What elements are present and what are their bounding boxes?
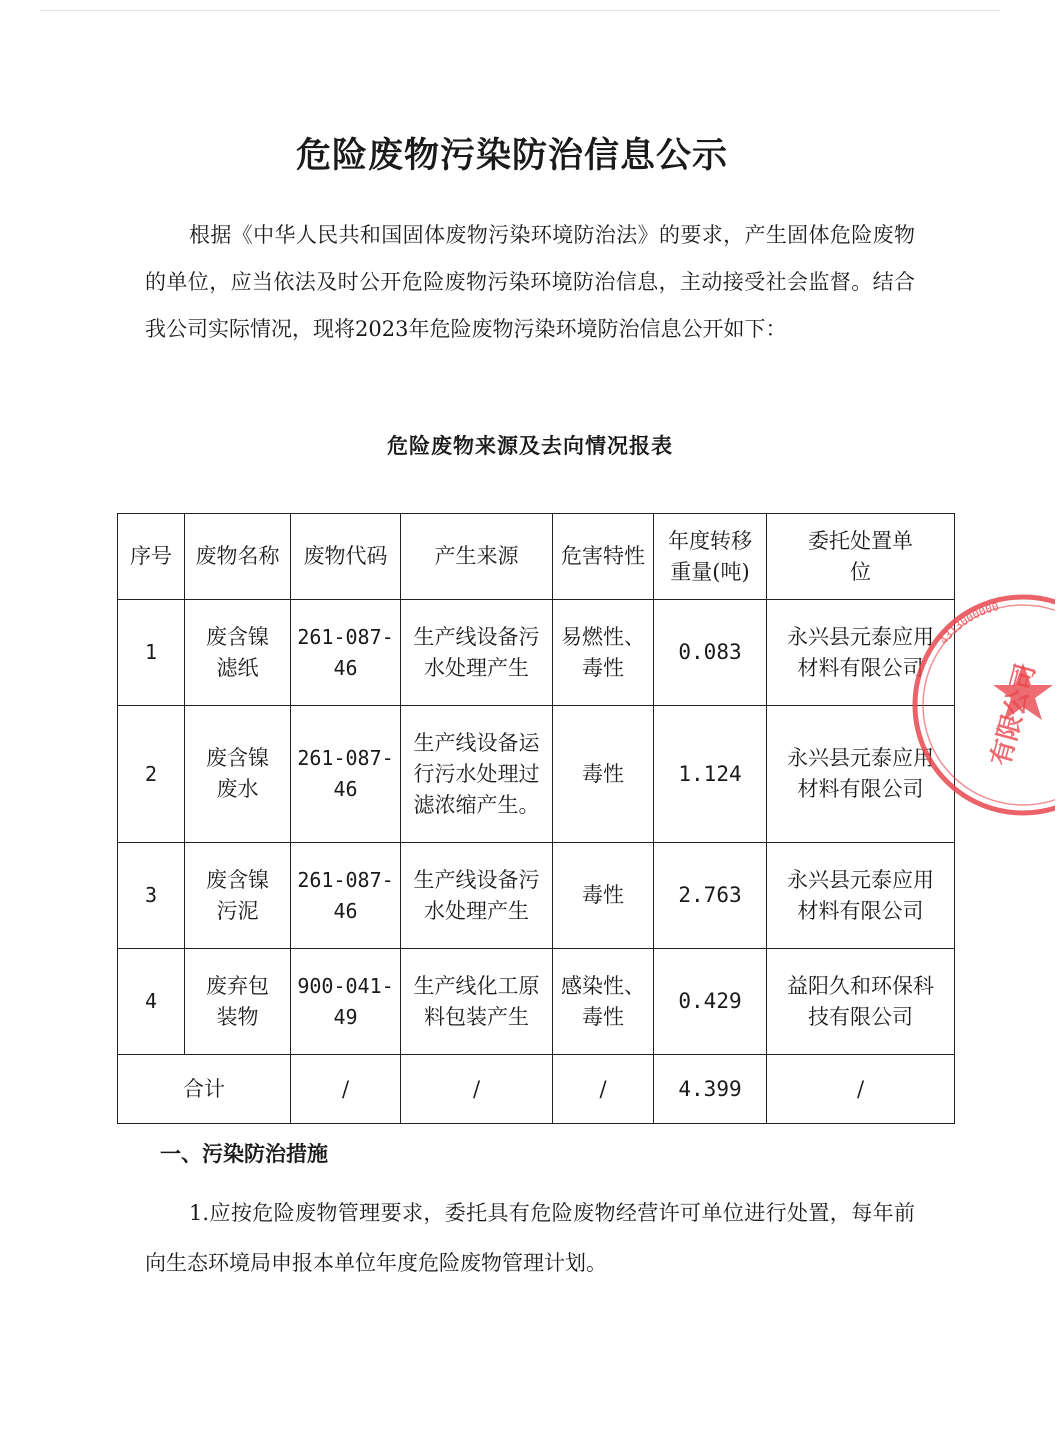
cell-unit: 永兴县元泰应用材料有限公司 <box>767 706 955 843</box>
cell-name: 废含镍滤纸 <box>185 600 291 706</box>
company-seal-stamp <box>905 585 1055 825</box>
cell-weight: 1.124 <box>654 706 767 843</box>
cell-weight: 0.083 <box>654 600 767 706</box>
cell-hazard: 感染性、毒性 <box>553 949 654 1055</box>
cell-weight: 0.429 <box>654 949 767 1055</box>
cell-unit: 永兴县元泰应用材料有限公司 <box>767 600 955 706</box>
table-title: 危险废物来源及去向情况报表 <box>387 433 673 458</box>
cell-hazard: 毒性 <box>553 843 654 949</box>
cell-code: 261-087-46 <box>291 843 401 949</box>
table-total-row <box>118 1055 955 1124</box>
cell-code: 261-087-46 <box>291 706 401 843</box>
total-hazard: / <box>553 1055 654 1124</box>
total-unit: / <box>767 1055 955 1124</box>
header-index: 序号 <box>118 514 185 600</box>
cell-unit: 益阳久和环保科技有限公司 <box>767 949 955 1055</box>
table-row <box>118 843 955 949</box>
cell-code: 900-041-49 <box>291 949 401 1055</box>
cell-unit: 永兴县元泰应用材料有限公司 <box>767 843 955 949</box>
total-code: / <box>291 1055 401 1124</box>
total-weight: 4.399 <box>654 1055 767 1124</box>
section-heading-pollution-measures: 一、污染防治措施 <box>160 1141 328 1166</box>
total-source: / <box>401 1055 553 1124</box>
cell-index: 3 <box>118 843 185 949</box>
intro-paragraph: 根据《中华人民共和国固体废物污染环境防治法》的要求，产生固体危险废物的单位，应当依法及时公开危险废物污染环境防治信息，主动接受社会监督。结合我公司实际情况，现将2023年危险废物污染环境防治信息公开如下： <box>145 223 915 341</box>
cell-name: 废弃包装物 <box>185 949 291 1055</box>
scan-edge-line <box>40 10 1000 11</box>
waste-report-table <box>117 513 955 1124</box>
header-name: 废物名称 <box>185 514 291 600</box>
cell-hazard: 毒性 <box>553 706 654 843</box>
cell-index: 2 <box>118 706 185 843</box>
seal-number <box>937 600 1000 647</box>
cell-name: 废含镍废水 <box>185 706 291 843</box>
table-row <box>118 600 955 706</box>
cell-source: 生产线设备运行污水处理过滤浓缩产生。 <box>401 706 553 843</box>
table-header-row <box>118 514 955 600</box>
cell-source: 生产线化工原料包装产生 <box>401 949 553 1055</box>
header-source: 产生来源 <box>401 514 553 600</box>
cell-source: 生产线设备污水处理产生 <box>401 600 553 706</box>
table-row <box>118 949 955 1055</box>
table-row <box>118 706 955 843</box>
cell-index: 4 <box>118 949 185 1055</box>
header-unit: 委托处置单位 <box>767 514 955 600</box>
seal-text: 有限公司 <box>985 660 1042 770</box>
measure-item-1: 1.应按危险废物管理要求，委托具有危险废物经营许可单位进行处置，每年前向生态环境局申报本单位年度危险废物管理计划。 <box>145 1201 915 1275</box>
cell-source: 生产线设备污水处理产生 <box>401 843 553 949</box>
cell-code: 261-087-46 <box>291 600 401 706</box>
cell-index: 1 <box>118 600 185 706</box>
cell-weight: 2.763 <box>654 843 767 949</box>
header-hazard: 危害特性 <box>553 514 654 600</box>
cell-hazard: 易燃性、毒性 <box>553 600 654 706</box>
cell-name: 废含镍污泥 <box>185 843 291 949</box>
seal-number-path: 4313000000 <box>937 600 1001 647</box>
total-label: 合计 <box>118 1055 291 1124</box>
header-code: 废物代码 <box>291 514 401 600</box>
header-weight: 年度转移重量(吨) <box>654 514 767 600</box>
page-title: 危险废物污染防治信息公示 <box>295 136 728 176</box>
